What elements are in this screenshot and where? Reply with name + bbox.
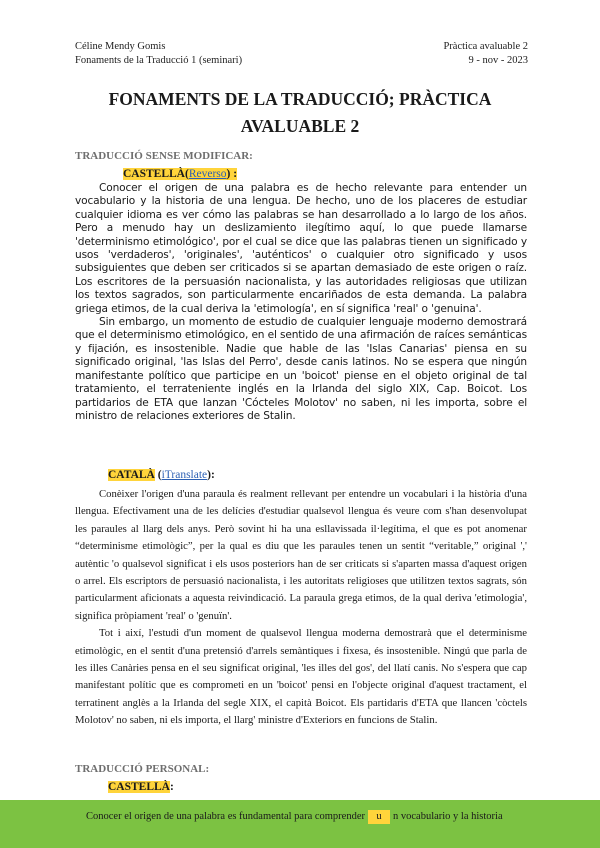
castella-open-paren: ( — [185, 168, 189, 180]
page-title — [60, 86, 540, 140]
castella-label-row — [123, 168, 237, 180]
castella-paragraph-2: Sin embargo, un momento de estudio de cualquier lenguaje moderno demostrará que el determinismo etimológico, en el sentido de una afirmación de raíces semánticas y fijación, es insostenible. Nadie que hable de las 'Islas Canarias' piensa en su significado original, 'las Islas del Perro', desde canis latinos. No se espera que ningún manifestante político que participe en un 'boicot' piense en el objeto original de tal tratamiento, el terrateniente inglés en la Irlanda del siglo XIX, Cap. Boicot. Los partidarios de ETA que lanzan 'Cócteles Molotov' no saben, ni les importa, sobre el ministro de relaciones exteriores de Stalin. — [75, 316, 527, 422]
reverso-link[interactable]: Reverso — [188, 168, 227, 180]
castella-translation-text — [75, 182, 527, 423]
text-cursor-highlight[interactable]: u — [368, 810, 390, 824]
editing-text-after: n vocabulario y la historia — [393, 811, 503, 822]
author-name: Céline Mendy Gomis — [75, 41, 166, 52]
personal-castella-label: CASTELLÀ — [108, 781, 170, 793]
header-right — [443, 40, 528, 68]
catala-label-row — [108, 469, 215, 481]
editing-line[interactable] — [86, 810, 503, 824]
catala-close-paren: ): — [207, 469, 215, 481]
assignment-name: Pràctica avaluable 2 — [443, 41, 528, 52]
section-heading-unmodified: TRADUCCIÓ SENSE MODIFICAR: — [75, 150, 253, 162]
catala-label: CATALÀ — [108, 469, 155, 481]
catala-translation-text — [75, 486, 527, 730]
header-left — [75, 40, 242, 68]
itranslate-link[interactable]: iTranslate — [161, 469, 208, 481]
course-name: Fonaments de la Traducció 1 (seminari) — [75, 55, 243, 66]
title-line-1: FONAMENTS DE LA TRADUCCIÓ; PRÀCTICA — [108, 89, 492, 109]
editing-text-before: Conocer el origen de una palabra es fundamental para comprender — [86, 811, 365, 822]
personal-castella-label-row — [108, 781, 174, 793]
editing-bar — [0, 800, 600, 848]
castella-paragraph-1: Conocer el origen de una palabra es de hecho relevante para entender un vocabulario y la historia de una lengua. De hecho, uno de los placeres de estudiar cualquier idioma es ver cómo las palabras se han desarrollado a lo largo de los años. Pero a menudo hay un deslizamiento ilegítimo aquí, lo que puede llamarse 'determinismo etimológico', por el cual se dice que las palabras tienen un significado y usos 'verdaderos', 'originales', 'auténticos' o cualquier otro significado y usos subsiguientes que deben ser criticados si se apartan demasiado de este origen o raíz. Los escritores de la persuasión nacionalista, y las autoridades religiosas que utilizan los textos sagrados, son particularmente encariñados de esta demanda. La palabra griega etimos, de la cual deriva la 'etimología', en sí significa 'real' o 'genuina'. — [75, 182, 527, 315]
castella-label: CASTELLÀ — [123, 168, 185, 180]
catala-paragraph-1: Conèixer l'origen d'una paraula és realment rellevant per entendre un vocabulari i la història d'una llengua. Efectivament una de les delícies d'estudiar qualsevol llengua és veure com s'han desenvolupat les paraules al llarg dels anys. Però sovint hi ha una esllavissada il·legítima, el que es pot anomenar “determinisme etimològic”, per la qual es diu que les paraules tenen un sentit “veritable,” original ',' autèntic 'o qualsevol significat i els usos posteriors han de ser criticats si s'aparten massa d'aquest origen o arrel. Els escriptors de persuasió nacionalista, i les autoritats religioses que utilitzen textos sagrats, són particularment aficionats a aquesta reivindicació. La paraula grega etimos, de la qual deriva 'etimologia', significa pròpiament 'real' o 'genuïn'. — [75, 488, 527, 622]
catala-paragraph-2: Tot i així, l'estudi d'un moment de qualsevol llengua moderna demostrarà que el determinisme etimològic, en el sentit d'una pretensió d'arrels semàntiques i fixesa, és insostenible. Ningú que parla de les illes Canàries pensa en el seu significat original, 'les illes del gos', del llatí canis. No s'espera que cap manifestant polític que es comprometi en un 'boicot' pensi en l'objecte original d'aquest tractament, el terratinent anglès a la Irlanda del segle XIX, el capità Boicot. Els partidaris d'ETA que llancen 'còctels Molotov' no saben, ni els importa, el llarg' ministre d'Exteriors en funcions de Stalin. — [75, 627, 527, 727]
section-heading-personal: TRADUCCIÓ PERSONAL: — [75, 763, 210, 775]
title-line-2: AVALUABLE 2 — [240, 116, 360, 136]
castella-close-paren: ) : — [226, 168, 238, 180]
personal-castella-suffix: : — [170, 781, 174, 793]
catala-open-paren: ( — [157, 469, 162, 481]
document-date: 9 - nov - 2023 — [468, 55, 528, 66]
